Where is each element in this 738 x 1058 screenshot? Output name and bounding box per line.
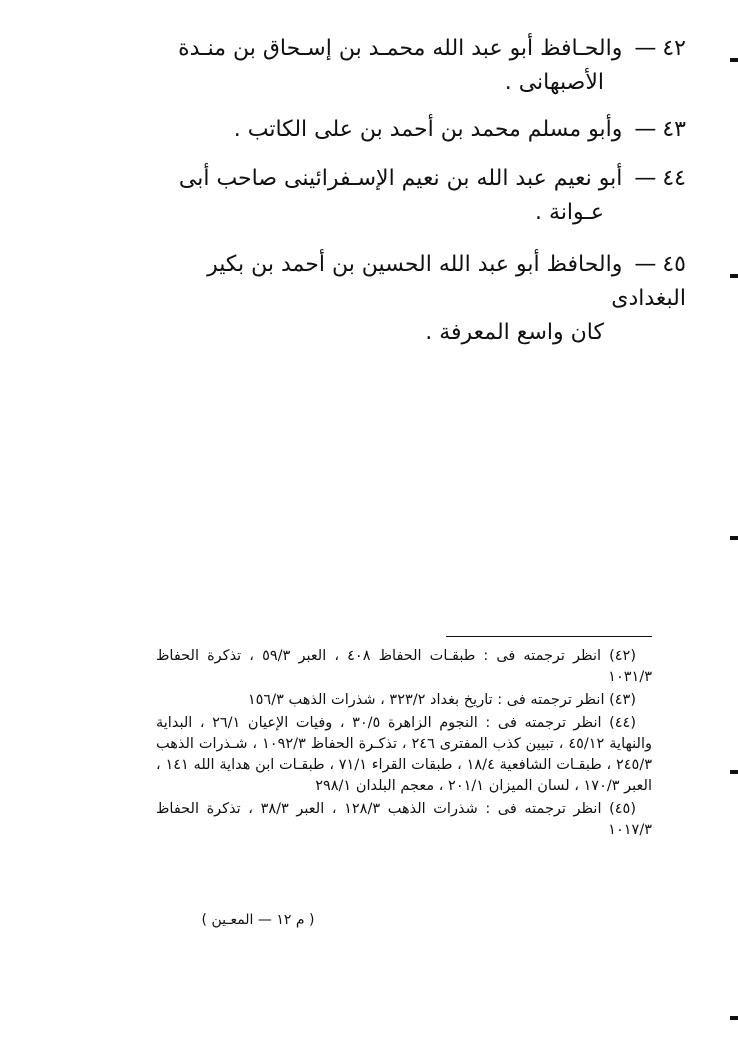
footnote-44: (٤٤) انظر ترجمته فى : النجوم الزاهرة ٣٠/٥ ، وفيات الإعيان ٢٦/١ ، البداية والنهاية ٤٥/١٢ ، تبيين كذب المفترى ٢٤٦ ، تذكـرة الحفاظ ١٠٩٢/٣ ، شـذرات الذهب ٢٤٥/٣ ، طبقـات الشافعية ١٨/٤ ، طبقات القراء ٧١/١ ، طبقـات ابن هداية الله ١٤١ ، العبر ١٧٠/٣ ، لسان الميزان ٢٠١/١ ، معجم البلدان ٢٩٨/١ [156,715,653,794]
entry-text: والحـافظ أبو عبد الله محمـد بن إسـحاق بن منـدة [178,36,623,61]
entry-45 [126,248,686,350]
entry-number: ٤٥ [662,252,686,277]
entry-number: ٤٤ [662,166,686,191]
entry-dash: — [634,252,657,277]
margin-mark [730,58,738,62]
footnote-45: (٤٥) انظر ترجمته فى : شذرات الذهب ١٢٨/٣ ، العبر ٣٨/٣ ، تذكرة الحفاظ ١٠١٧/٣ [156,801,652,838]
margin-mark [730,274,738,278]
entry-continuation: عـوانة . [535,200,604,225]
entry-text: والحافظ أبو عبد الله الحسين بن أحمد بن بكير البغدادى [207,252,686,311]
entry-44 [126,162,686,230]
entry-dash: — [634,117,657,142]
margin-mark [730,536,738,540]
entry-43 [126,113,686,147]
entry-continuation: كان واسع المعرفة . [425,320,604,345]
entry-dash: — [634,36,657,61]
entry-number: ٤٢ [662,36,686,61]
page-signature: ( م ١٢ — المعـين ) [201,912,315,928]
entry-continuation: الأصبهانى . [504,70,604,95]
footnotes [156,646,652,843]
footnote-divider [446,636,652,637]
footnote-42: (٤٢) انظر ترجمته فى : طبقـات الحفاظ ٤٠٨ ، العبر ٥٩/٣ ، تذكرة الحفاظ ١٠٣١/٣ [156,648,652,685]
entry-text: أبو نعيم عبد الله بن نعيم الإسـفرائينى صاحب أبى [178,166,623,191]
entry-number: ٤٣ [662,117,686,142]
entry-42 [126,32,686,100]
entry-dash: — [634,166,657,191]
entry-text: وأبو مسلم محمد بن أحمد بن على الكاتب . [233,117,623,142]
margin-mark [730,770,738,774]
margin-mark [730,1016,738,1020]
footnote-43: (٤٣) انظر ترجمته فى : تاريخ بغداد ٣٢٣/٢ ، شذرات الذهب ١٥٦/٣ [247,692,636,708]
